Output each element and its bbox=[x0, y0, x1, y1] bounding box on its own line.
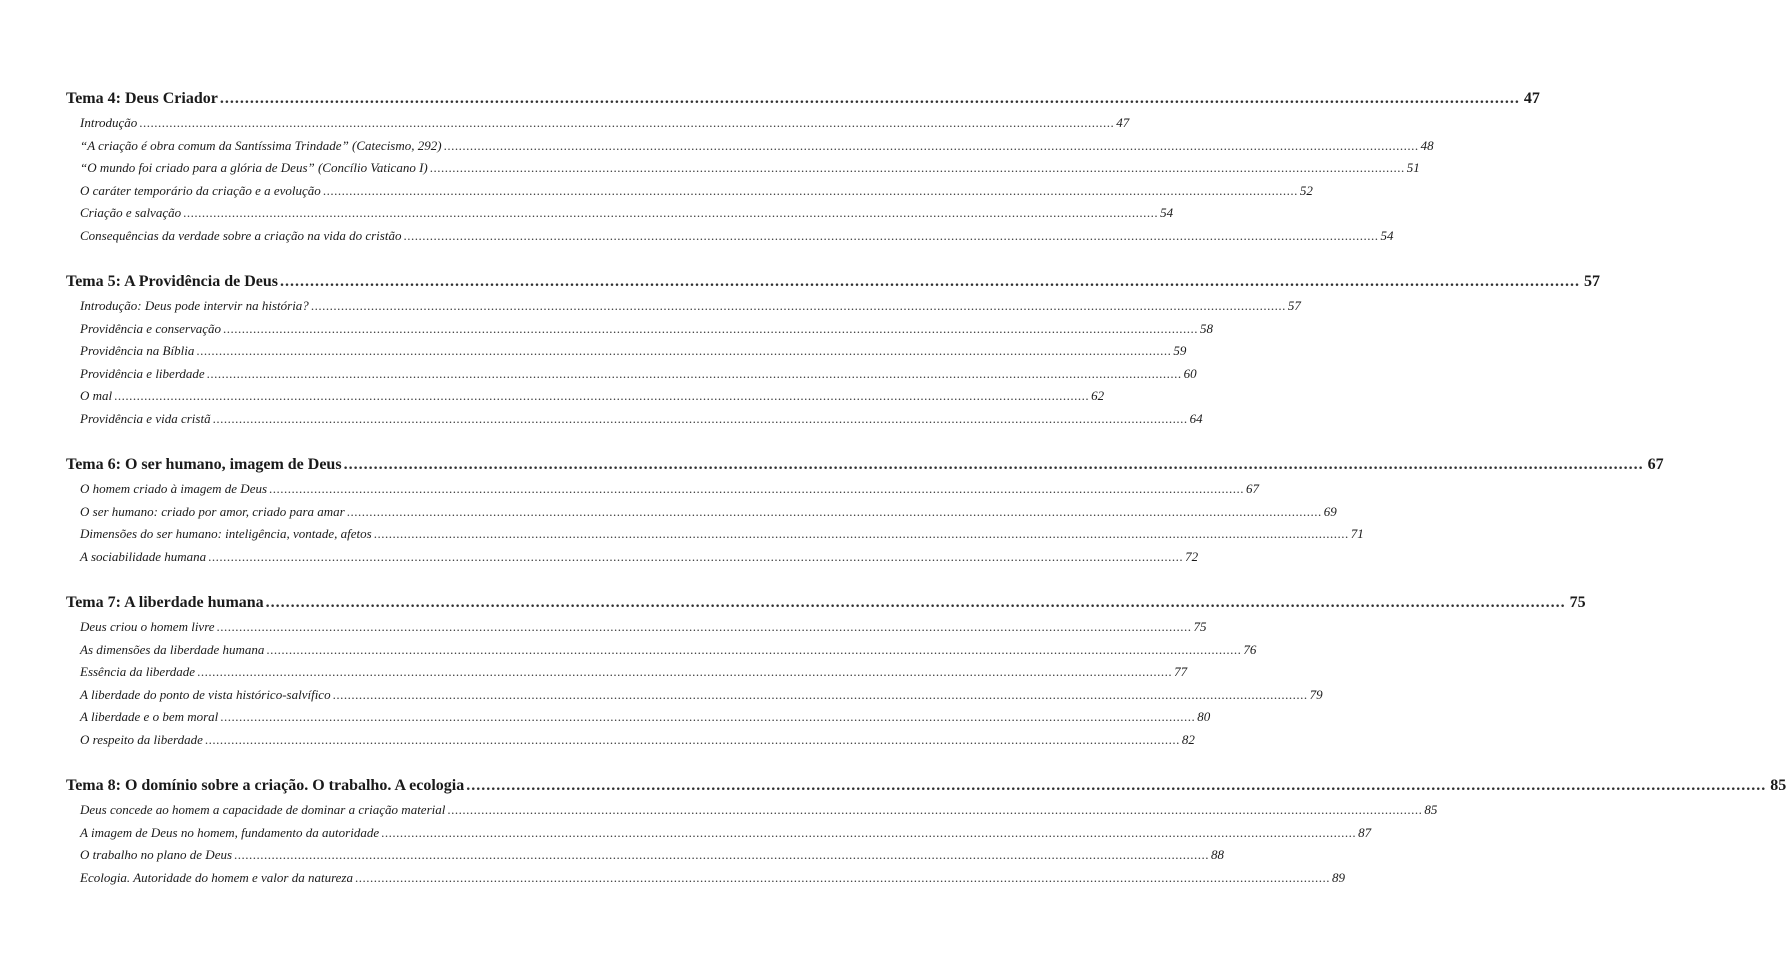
entry-title: Introdução: Deus pode intervir na história? bbox=[80, 298, 309, 313]
entry-title: A liberdade do ponto de vista histórico-salvífico bbox=[80, 686, 331, 702]
entry-title: O trabalho no plano de Deus bbox=[80, 847, 233, 862]
entry-title: Essência da liberdade bbox=[80, 664, 196, 679]
dot-leader: .................................................................................................................................................................................................................................................................... bbox=[466, 777, 1767, 794]
dot-leader: .................................................................................................................................................................................................................................................................... bbox=[183, 205, 1159, 220]
toc-entry[interactable] bbox=[66, 844, 1225, 867]
dot-leader: .................................................................................................................................................................................................................................................................... bbox=[223, 320, 1199, 336]
entry-page-number: 52 bbox=[1299, 182, 1313, 198]
toc-entry[interactable] bbox=[66, 523, 1364, 546]
table-of-contents bbox=[66, 86, 1786, 911]
entry-title: Ecologia. Autoridade do homem e valor da natureza bbox=[80, 869, 353, 885]
chapter-title: Tema 6: O ser humano, imagem de Deus bbox=[66, 456, 342, 473]
entry-page-number: 75 bbox=[1193, 619, 1207, 634]
entry-page-number: 59 bbox=[1173, 343, 1187, 358]
entry-title: As dimensões da liberdade humana bbox=[80, 641, 265, 657]
toc-entry[interactable] bbox=[66, 340, 1187, 363]
entry-page-number: 79 bbox=[1309, 686, 1323, 702]
dot-leader: .................................................................................................................................................................................................................................................................... bbox=[196, 343, 1172, 358]
entry-page-number: 77 bbox=[1174, 664, 1188, 679]
dot-leader: .................................................................................................................................................................................................................................................................... bbox=[322, 182, 1298, 198]
dot-leader: .................................................................................................................................................................................................................................................................... bbox=[443, 137, 1419, 153]
dot-leader: .................................................................................................................................................................................................................................................................... bbox=[447, 802, 1423, 817]
entry-title: O ser humano: criado por amor, criado para amar bbox=[80, 503, 345, 519]
toc-entry[interactable] bbox=[66, 478, 1260, 501]
dot-leader: .................................................................................................................................................................................................................................................................... bbox=[373, 526, 1349, 541]
entry-title: Providência e vida cristã bbox=[80, 410, 211, 426]
dot-leader: .................................................................................................................................................................................................................................................................... bbox=[206, 365, 1182, 381]
toc-entry[interactable] bbox=[66, 729, 1195, 752]
chapter-title: Tema 5: A Providência de Deus bbox=[66, 273, 279, 290]
toc-entry[interactable] bbox=[66, 157, 1420, 180]
entry-page-number: 72 bbox=[1185, 548, 1199, 564]
entry-title: Providência na Bíblia bbox=[80, 343, 195, 358]
entry-page-number: 62 bbox=[1091, 388, 1105, 403]
toc-entry[interactable] bbox=[66, 202, 1174, 225]
entry-title: Criação e salvação bbox=[80, 205, 182, 220]
toc-section bbox=[66, 452, 1664, 568]
entry-title: “A criação é obra comum da Santíssima Trindade” (Catecismo, 292) bbox=[80, 137, 442, 153]
entry-title: O respeito da liberdade bbox=[80, 731, 203, 747]
toc-entry[interactable] bbox=[66, 639, 1257, 662]
dot-leader: .................................................................................................................................................................................................................................................................... bbox=[346, 503, 1322, 519]
toc-entry[interactable] bbox=[66, 822, 1372, 845]
chapter-page-number: 75 bbox=[1569, 594, 1586, 611]
entry-title: Providência e liberdade bbox=[80, 365, 205, 381]
toc-entry[interactable] bbox=[66, 112, 1130, 135]
entry-title: O mal bbox=[80, 388, 113, 403]
entry-page-number: 89 bbox=[1331, 869, 1345, 885]
toc-entry[interactable] bbox=[66, 546, 1199, 569]
entry-page-number: 60 bbox=[1183, 365, 1197, 381]
toc-entry[interactable] bbox=[66, 867, 1345, 890]
entry-page-number: 71 bbox=[1350, 526, 1364, 541]
dot-leader: .................................................................................................................................................................................................................................................................... bbox=[197, 664, 1173, 679]
entry-title: Providência e conservação bbox=[80, 320, 222, 336]
toc-entry[interactable] bbox=[66, 799, 1438, 822]
entry-page-number: 51 bbox=[1406, 160, 1420, 175]
entry-page-number: 87 bbox=[1358, 824, 1372, 840]
entry-title: A imagem de Deus no homem, fundamento da autoridade bbox=[80, 824, 380, 840]
chapter-title: Tema 8: O domínio sobre a criação. O trabalho. A ecologia bbox=[66, 777, 465, 794]
toc-entry[interactable] bbox=[66, 501, 1337, 524]
toc-entry[interactable] bbox=[66, 295, 1301, 318]
toc-chapter-heading[interactable] bbox=[66, 452, 1664, 478]
toc-entry[interactable] bbox=[66, 408, 1203, 431]
toc-section bbox=[66, 269, 1601, 430]
dot-leader: .................................................................................................................................................................................................................................................................... bbox=[208, 548, 1184, 564]
dot-leader: .................................................................................................................................................................................................................................................................... bbox=[332, 686, 1308, 702]
entry-page-number: 54 bbox=[1380, 227, 1394, 243]
entry-title: Deus criou o homem livre bbox=[80, 619, 215, 634]
dot-leader: .................................................................................................................................................................................................................................................................... bbox=[310, 298, 1286, 313]
toc-entry[interactable] bbox=[66, 363, 1197, 386]
chapter-page-number: 47 bbox=[1523, 90, 1540, 107]
dot-leader: .................................................................................................................................................................................................................................................................... bbox=[220, 709, 1196, 724]
toc-chapter-heading[interactable] bbox=[66, 269, 1601, 295]
dot-leader: .................................................................................................................................................................................................................................................................... bbox=[139, 115, 1115, 130]
entry-title: Dimensões do ser humano: inteligência, vontade, afetos bbox=[80, 526, 372, 541]
toc-entry[interactable] bbox=[66, 385, 1105, 408]
entry-title: Deus concede ao homem a capacidade de dominar a criação material bbox=[80, 802, 446, 817]
toc-entry[interactable] bbox=[66, 180, 1313, 203]
dot-leader: .................................................................................................................................................................................................................................................................... bbox=[381, 824, 1357, 840]
entry-page-number: 47 bbox=[1116, 115, 1130, 130]
entry-page-number: 54 bbox=[1160, 205, 1174, 220]
entry-page-number: 80 bbox=[1197, 709, 1211, 724]
dot-leader: .................................................................................................................................................................................................................................................................... bbox=[269, 481, 1245, 496]
toc-entry[interactable] bbox=[66, 706, 1211, 729]
dot-leader: .................................................................................................................................................................................................................................................................... bbox=[265, 594, 1566, 611]
toc-entry[interactable] bbox=[66, 661, 1188, 684]
entry-page-number: 76 bbox=[1243, 641, 1257, 657]
entry-page-number: 88 bbox=[1211, 847, 1225, 862]
entry-page-number: 48 bbox=[1420, 137, 1434, 153]
toc-chapter-heading[interactable] bbox=[66, 773, 1786, 799]
entry-page-number: 85 bbox=[1424, 802, 1438, 817]
dot-leader: .................................................................................................................................................................................................................................................................... bbox=[266, 641, 1242, 657]
entry-title: A liberdade e o bem moral bbox=[80, 709, 219, 724]
toc-entry[interactable] bbox=[66, 135, 1434, 158]
entry-page-number: 82 bbox=[1181, 731, 1195, 747]
entry-page-number: 64 bbox=[1189, 410, 1203, 426]
dot-leader: .................................................................................................................................................................................................................................................................... bbox=[234, 847, 1210, 862]
entry-title: O homem criado à imagem de Deus bbox=[80, 481, 268, 496]
entry-page-number: 57 bbox=[1287, 298, 1301, 313]
entry-title: Introdução bbox=[80, 115, 138, 130]
toc-chapter-heading[interactable] bbox=[66, 590, 1586, 616]
dot-leader: .................................................................................................................................................................................................................................................................... bbox=[204, 731, 1180, 747]
entry-page-number: 67 bbox=[1246, 481, 1260, 496]
toc-entry[interactable] bbox=[66, 684, 1323, 707]
entry-page-number: 69 bbox=[1323, 503, 1337, 519]
toc-entry[interactable] bbox=[66, 616, 1207, 639]
dot-leader: .................................................................................................................................................................................................................................................................... bbox=[403, 227, 1379, 243]
toc-entry[interactable] bbox=[66, 318, 1214, 341]
chapter-page-number: 85 bbox=[1770, 777, 1786, 794]
dot-leader: .................................................................................................................................................................................................................................................................... bbox=[280, 273, 1581, 290]
chapter-page-number: 57 bbox=[1584, 273, 1601, 290]
entry-page-number: 58 bbox=[1200, 320, 1214, 336]
toc-section bbox=[66, 590, 1586, 751]
chapter-page-number: 67 bbox=[1647, 456, 1664, 473]
entry-title: Consequências da verdade sobre a criação na vida do cristão bbox=[80, 227, 402, 243]
dot-leader: .................................................................................................................................................................................................................................................................... bbox=[343, 456, 1644, 473]
toc-section bbox=[66, 86, 1540, 247]
chapter-title: Tema 7: A liberdade humana bbox=[66, 594, 264, 611]
chapter-title: Tema 4: Deus Criador bbox=[66, 90, 218, 107]
toc-chapter-heading[interactable] bbox=[66, 86, 1540, 112]
entry-title: O caráter temporário da criação e a evolução bbox=[80, 182, 321, 198]
toc-section bbox=[66, 773, 1786, 889]
entry-title: A sociabilidade humana bbox=[80, 548, 207, 564]
dot-leader: .................................................................................................................................................................................................................................................................... bbox=[354, 869, 1330, 885]
dot-leader: .................................................................................................................................................................................................................................................................... bbox=[219, 90, 1520, 107]
dot-leader: .................................................................................................................................................................................................................................................................... bbox=[114, 388, 1090, 403]
toc-entry[interactable] bbox=[66, 225, 1394, 248]
dot-leader: .................................................................................................................................................................................................................................................................... bbox=[212, 410, 1188, 426]
dot-leader: .................................................................................................................................................................................................................................................................... bbox=[216, 619, 1192, 634]
dot-leader: .................................................................................................................................................................................................................................................................... bbox=[429, 160, 1405, 175]
entry-title: “O mundo foi criado para a glória de Deus” (Concílio Vaticano I) bbox=[80, 160, 428, 175]
